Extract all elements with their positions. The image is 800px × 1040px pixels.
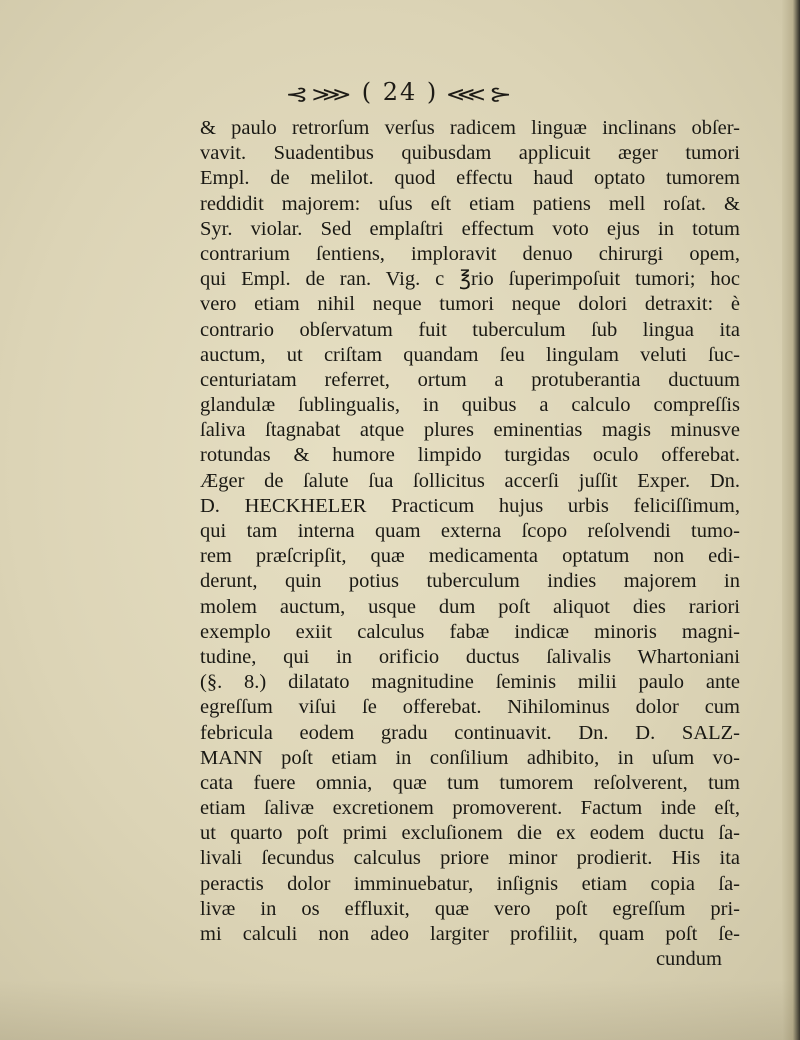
- text-line: reddidit majorem: uſus eſt etiam patiens mell roſat. &: [200, 192, 740, 215]
- text-line: molem auctum, usque dum poſt aliquot dies rariori: [200, 595, 740, 618]
- text-line: Syr. violar. Sed emplaſtri effectum voto ejus in totum: [200, 217, 740, 240]
- text-line: centuriatam referret, ortum a protuberantia ductuum: [200, 368, 740, 391]
- text-line: vero etiam nihil neque tumori neque dolori detraxit: è: [200, 293, 740, 316]
- text-line: D. HECKHELER Practicum hujus urbis feliciſſimum,: [200, 494, 740, 517]
- page-number-close: ): [426, 78, 439, 106]
- text-line: rem præſcripſit, quæ medicamenta optatum non edi-: [200, 545, 740, 568]
- text-line: qui Empl. de ran. Vig. c ℥rio ſuperimpoſuit tumori; hoc: [200, 268, 740, 291]
- ornament-left: ⊰⋙: [285, 81, 354, 106]
- text-line: derunt, quin potius tuberculum indies majorem in: [200, 570, 740, 593]
- text-line: Empl. de melilot. quod effectu haud optato tumorem: [200, 167, 740, 190]
- body-text: [200, 116, 740, 972]
- text-line: cata fuere omnia, quæ tum tumorem reſolverent, tum: [200, 771, 740, 794]
- text-line: ut quarto poſt primi excluſionem die ex eodem ductu ſa-: [200, 822, 740, 845]
- page-edge: [782, 0, 800, 1040]
- text-line: qui tam interna quam externa ſcopo reſolvendi tumo-: [200, 520, 740, 542]
- page-number-open: (: [361, 78, 374, 106]
- text-line: & paulo retrorſum verſus radicem linguæ inclinans obſer-: [200, 117, 740, 139]
- text-line: exemplo exiit calculus fabæ indicæ minoris magni-: [200, 620, 740, 643]
- catchword: cundum: [655, 948, 722, 971]
- text-line: tudine, qui in orificio ductus ſalivalis Whartoniani: [200, 645, 740, 668]
- text-line: mi calculi non adeo largiter profiliit, quam poſt ſe-: [200, 923, 740, 945]
- text-line: febricula eodem gradu continuavit. Dn. D. SALZ-: [200, 721, 740, 744]
- text-line: livali ſecundus calculus priore minor prodierit. His ita: [200, 847, 740, 870]
- page-number: 24: [382, 78, 418, 106]
- text-line: glandulæ ſublingualis, in quibus a calculo compreſſis: [200, 394, 740, 417]
- page-shadow: [0, 980, 800, 1040]
- text-line: MANN poſt etiam in conſilium adhibito, in uſum vo-: [200, 746, 740, 769]
- text-line: ſaliva ſtagnabat atque plures eminentias magis minusve: [200, 419, 740, 442]
- text-line: vavit. Suadentibus quibusdam applicuit æger tumori: [200, 142, 740, 165]
- text-line: auctum, ut criſtam quandam ſeu lingulam veluti ſuc-: [200, 343, 740, 366]
- text-line: livæ in os effluxit, quæ vero poſt egreſſum pri-: [200, 897, 740, 920]
- text-line: Æger de ſalute ſua ſollicitus accerſi juſſit Exper. Dn.: [200, 469, 740, 492]
- page-header: [0, 78, 800, 106]
- text-line: (§. 8.) dilatato magnitudine ſeminis milii paulo ante: [200, 671, 740, 694]
- text-line: etiam ſalivæ excretionem promoverent. Factum inde eſt,: [200, 797, 740, 820]
- text-line: peractis dolor imminuebatur, inſignis etiam copia ſa-: [200, 872, 740, 895]
- text-line: contrario obſervatum fuit tuberculum ſub lingua ita: [200, 318, 740, 341]
- text-line: rotundas & humore limpido turgidas oculo offerebat.: [200, 444, 740, 467]
- ornament-right: ⋘⊱: [446, 81, 515, 106]
- text-line: egreſſum viſui ſe offerebat. Nihilominus dolor cum: [200, 696, 740, 719]
- text-line: contrarium ſentiens, imploravit denuo chirurgi opem,: [200, 242, 740, 265]
